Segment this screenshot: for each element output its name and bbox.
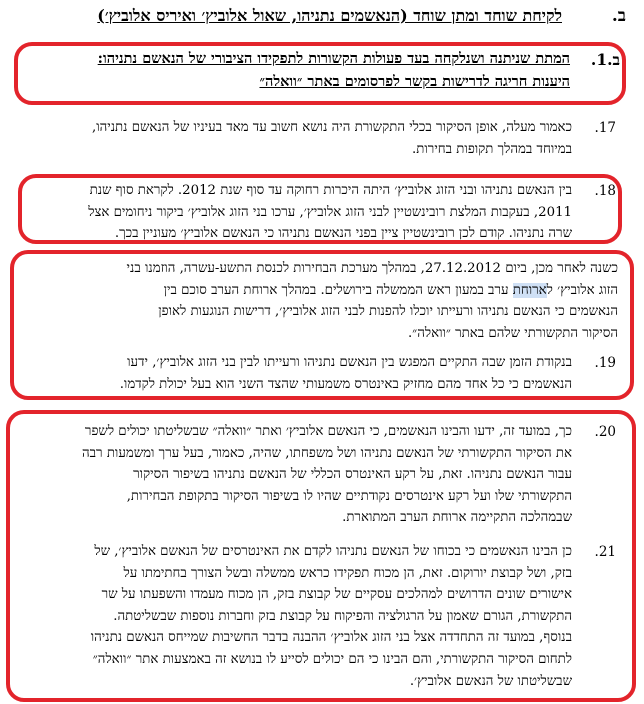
paragraph-number: 20. — [594, 424, 616, 440]
section-title: לקיחת שוחד ומתן שוחד (הנאשמים נתניהו, שאול אלוביץ׳ ואיריס אלוביץ׳) — [97, 6, 562, 25]
annotation-box-subsection-title — [14, 42, 626, 105]
annotation-box-paragraph-18 — [18, 174, 622, 244]
section-number: ב. — [611, 6, 626, 26]
paragraph-line: בזק, ושל קבוצת יורוקום. זאת, הן מכוח תפקידו כראש ממשלה ובשל הצורך בחתימתו על — [123, 565, 572, 581]
paragraph-line: כשנה לאחר מכן, ביום 27.12.2012, במהלך מערכת הבחירות לכנסת התשע-עשרה, הוזמנו בני — [126, 261, 618, 276]
paragraph-line: התקשורת, הגורם שאמון על הרגולציה והפיקוח על קבוצת בזק וחברות נוספות שבשליטתה. — [113, 608, 572, 624]
paragraph-line: הנאשמים כי הנאשם נתניהו ורעייתו יוכלו להפנות לבני הזוג אלוביץ׳, דרישות הנוגעות לאופן — [158, 304, 618, 320]
paragraph-line: שבמהלכה התקיימה ארוחת הערב המתוארת. — [342, 510, 572, 526]
paragraph-line: כן הבינו הנאשמים כי בכוחו של הנאשם נתניהו לקדם את האינטרסים של הנאשם אלוביץ׳, של — [94, 544, 572, 559]
highlighted-word: ארוחת — [512, 282, 547, 298]
paragraph-line: 2011, בעקבות המלצת רובינשטיין לבני הזוג אלוביץ׳, ערכו בני הזוג אלוביץ׳ ביקור ניחומים אצל — [88, 204, 572, 220]
paragraph-line: לתחום הסיקור התקשורתי, והם הבינו כי הם יכולים לסייע לו בנושא זה באמצעות אתר ״וואלה״ — [92, 651, 572, 667]
paragraph-line: התקשורתי שלו ועל רקע אינטרסים נקודתיים שהיו לו בשיפור הסיקור בתקופת הבחירות, — [126, 488, 572, 504]
paragraph-line: עבור הנאשם נתניהו. זאת, על רקע האינטרס הכללי של הנאשם נתניהו בשיפור הסיקור — [133, 467, 572, 483]
paragraph-line: את הסיקור התקשורתי של הנאשם נתניהו ושל משפחתו, שהיה, כאמור, בעל ערך ומשמעות רבה — [82, 445, 572, 461]
paragraph-line: במיוחד במהלך תקופות בחירות. — [412, 141, 572, 157]
paragraph-line: הזוג אלוביץ׳ לארוחת ערב במעון ראש הממשלה בירושלים. במהלך ארוחת הערב סוכם בין — [163, 282, 618, 298]
paragraph-line: כך, במועד זה, ידעו והבינו הנאשמים, כי הנאשם אלוביץ׳ ואתר ״וואלה״ שבשליטתו יכולים לשפר — [84, 424, 572, 439]
paragraph-17 — [32, 117, 572, 160]
paragraph-number: 17. — [594, 120, 616, 136]
paragraph-line: הסיקור התקשורתי שלהם באתר ״וואלה״. — [407, 325, 618, 341]
paragraph-line: בנקודת הזמן שבה התקיים המפגש בין הנאשם נתניהו ורעייתו לבין בני הזוג אלוביץ׳, ידעו — [127, 355, 572, 370]
paragraph-line: כאמור מעלה, אופן הסיקור בכלי התקשורת היה נושא חשוב עד מאד בעיניו של הנאשם נתניהו, — [91, 120, 572, 135]
paragraph-line: הנאשמים כי כל אחד מהם מחזיק באינטרס משמעותי שהצד השני הוא בעל יכולת לקדמו. — [119, 376, 572, 392]
paragraph-line: אישורים שונים הדרושים למהלכים עסקיים של קבוצת בזק, הן מכוח מעמדו והשפעתו על שר — [101, 587, 572, 603]
paragraph-line: בין הנאשם נתניהו ובני הזוג אלוביץ׳ היתה היכרות רחוקה עד סוף שנת 2012. לקראת סוף שנת — [89, 183, 572, 198]
paragraph-line: בנוסף, במועד זה התחדדה אצל בני הזוג אלוביץ׳ ההבנה בדבר החשיבות שמייחס הנאשם נתניהו — [90, 630, 572, 646]
annotation-box-dinner-paragraph — [10, 250, 634, 400]
paragraph-line: שרה נתניהו. קודם לכן רובינשטיין ציין בפני הנאשם נתניהו כי הנאשם אלוביץ׳ מעוניין בכך. — [114, 226, 572, 242]
subsection-title-line-2: היענות חריגה לדרישות בקשר לפרסומים באתר ״וואלה״ — [259, 73, 570, 90]
paragraph-number: 19. — [594, 355, 616, 371]
subsection-number: ב.1. — [590, 50, 620, 69]
subsection-title-line-1: המתת שניתנה ושנלקחה בעד פעולות הקשורות לתפקידו הציבורי של הנאשם נתניהו: — [97, 50, 570, 67]
annotation-box-paragraphs-20-21 — [6, 410, 636, 702]
paragraph-number: 21. — [594, 544, 616, 560]
paragraph-number: 18. — [594, 183, 616, 199]
paragraph-line: שבשליטתו של הנאשם אלוביץ׳. — [409, 673, 572, 689]
